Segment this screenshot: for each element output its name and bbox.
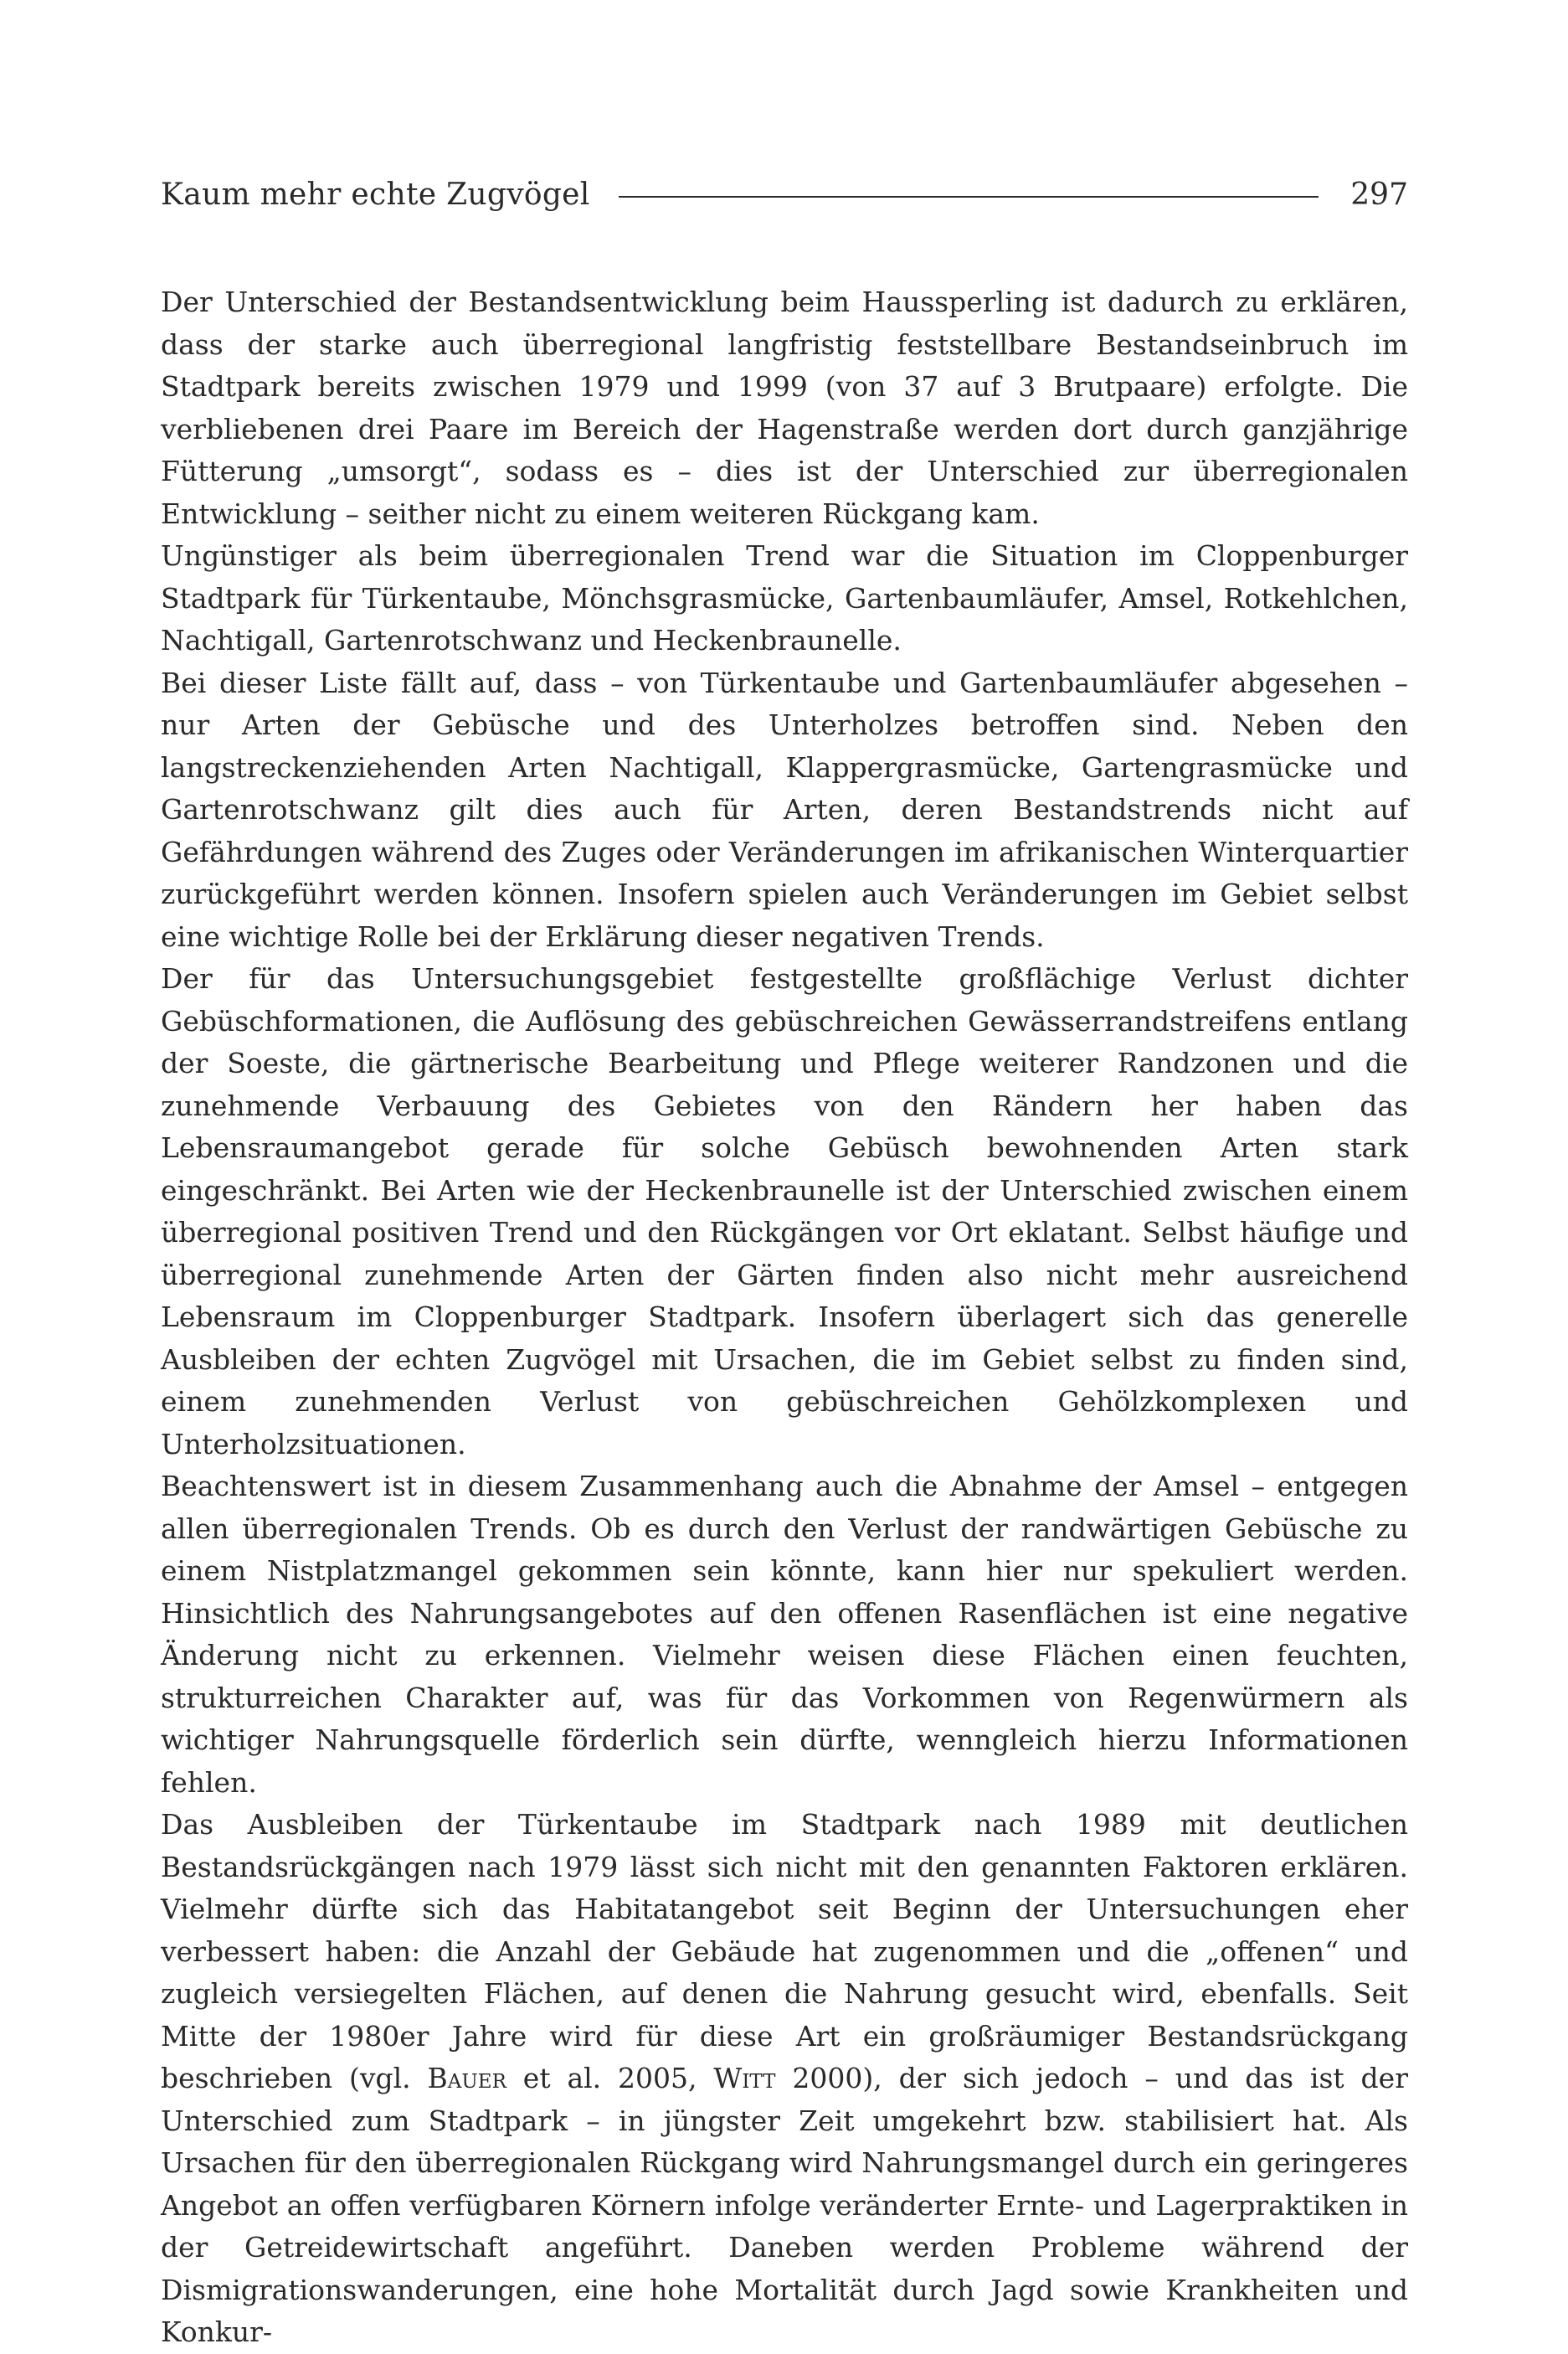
paragraph-text-part: et al. 2005, (506, 2062, 714, 2094)
body-text (161, 281, 1408, 2354)
running-title: Kaum mehr echte Zugvögel (161, 178, 590, 212)
paragraph-haussperling: Der Unterschied der Bestandsentwicklung beim Haussperling ist dadurch zu erklären, dass der starke auch überregional langfristig feststellbare Bestandseinbruch im Stadtpark bereits zwischen 1979 und 1999 (von 37 auf 3 Brutpaare) erfolgte. Die verbliebenen drei Paare im Bereich der Hagenstraße werden dort durch ganzjährige Fütterung „umsorgt“, sodass es – dies ist der Unterschied zur überregionalen Entwicklung – seither nicht zu einem weiteren Rückgang kam. (161, 286, 1408, 530)
paragraph-text-part: 2000), der sich jedoch – und das ist der Unterschied zum Stadtpark – in jüngster Zeit umgekehrt bzw. stabilisiert hat. Als Ursachen für den überregionalen Rückgang wird Nahrungsmangel durch ein geringeres Angebot an offen verfügbaren Körnern infolge veränderter Ernte- und Lagerpraktiken in der Getreidewirtschaft angeführt. Daneben werden Probleme während der Dismigrationswanderungen, eine hohe Mortalität durch Jagd sowie Krankheiten und Konkur- (161, 2062, 1408, 2348)
paragraph-text-part: Das Ausbleiben der Türkentaube im Stadtpark nach 1989 mit deutlichen Bestandsrückgängen nach 1979 lässt sich nicht mit den genannten Faktoren erklären. Vielmehr dürfte sich das Habitatangebot seit Beginn der Untersuchungen eher verbessert haben: die Anzahl der Gebäude hat zugenommen und die „offenen“ und zugleich versiegelten Flächen, auf denen die Nahrung gesucht wird, ebenfalls. Seit Mitte der 1980er Jahre wird für diese Art ein großräumiger Bestandsrückgang beschrieben (vgl. (161, 1808, 1408, 2094)
paragraph-liste-gebuesche: Bei dieser Liste fällt auf, dass – von Türkentaube und Gartenbaumläufer abgesehen – nur Arten der Gebüsche und des Unterholzes betroffen sind. Neben den langstreckenziehenden Arten Nachtigall, Klappergrasmücke, Gartengrasmücke und Gartenrotschwanz gilt dies auch für Arten, deren Bestandstrends nicht auf Gefährdungen während des Zuges oder Veränderungen im afrikanischen Winterquartier zurückgeführt werden können. Insofern spielen auch Veränderungen im Gebiet selbst eine wichtige Rolle bei der Erklärung dieser negativen Trends. (161, 666, 1408, 953)
header-rule (619, 196, 1319, 198)
paragraph-amsel: Beachtenswert ist in diesem Zusammenhang auch die Abnahme der Amsel – entgegen allen überregionalen Trends. Ob es durch den Verlust der randwärtigen Gebüsche zu einem Nistplatzmangel gekommen sein könnte, kann hier nur spekuliert werden. Hinsichtlich des Nahrungsangebotes auf den offenen Rasenflächen ist eine negative Änderung nicht zu erkennen. Vielmehr weisen diese Flächen einen feuchten, strukturreichen Charakter auf, was für das Vorkommen von Regenwürmern als wichtiger Nahrungsquelle förderlich sein dürfte, wenngleich hierzu Informationen fehlen. (161, 1470, 1408, 1799)
paragraph-unguenstiger-trend: Ungünstiger als beim überregionalen Trend war die Situation im Cloppenburger Stadtpark für Türkentaube, Mönchsgrasmücke, Gartenbaumläufer, Amsel, Rotkehlchen, Nachtigall, Gartenrotschwanz und Heckenbraunelle. (161, 539, 1408, 657)
running-header (161, 164, 1408, 226)
citation-author-witt: Witt (713, 2062, 776, 2094)
book-page (161, 164, 1408, 2348)
paragraph-tuerkentaube (161, 1804, 1408, 2354)
citation-author-bauer: Bauer (427, 2062, 506, 2094)
page-number: 297 (1350, 178, 1408, 212)
paragraph-gebueschverlust: Der für das Untersuchungsgebiet festgestellte großflächige Verlust dichter Gebüschformationen, die Auflösung des gebüschreichen Gewässerrandstreifens entlang der Soeste, die gärtnerische Bearbeitung und Pflege weiterer Randzonen und die zunehmende Verbauung des Gebietes von den Rändern her haben das Lebensraumangebot gerade für solche Gebüsch bewohnenden Arten stark eingeschränkt. Bei Arten wie der Heckenbraunelle ist der Unterschied zwischen einem überregional positiven Trend und den Rückgängen vor Ort eklatant. Selbst häufige und überregional zunehmende Arten der Gärten finden also nicht mehr ausreichend Lebensraum im Cloppenburger Stadtpark. Insofern überlagert sich das generelle Ausbleiben der echten Zugvögel mit Ursachen, die im Gebiet selbst zu finden sind, einem zunehmenden Verlust von gebüschreichen Gehölzkomplexen und Unterholzsituationen. (161, 962, 1408, 1460)
